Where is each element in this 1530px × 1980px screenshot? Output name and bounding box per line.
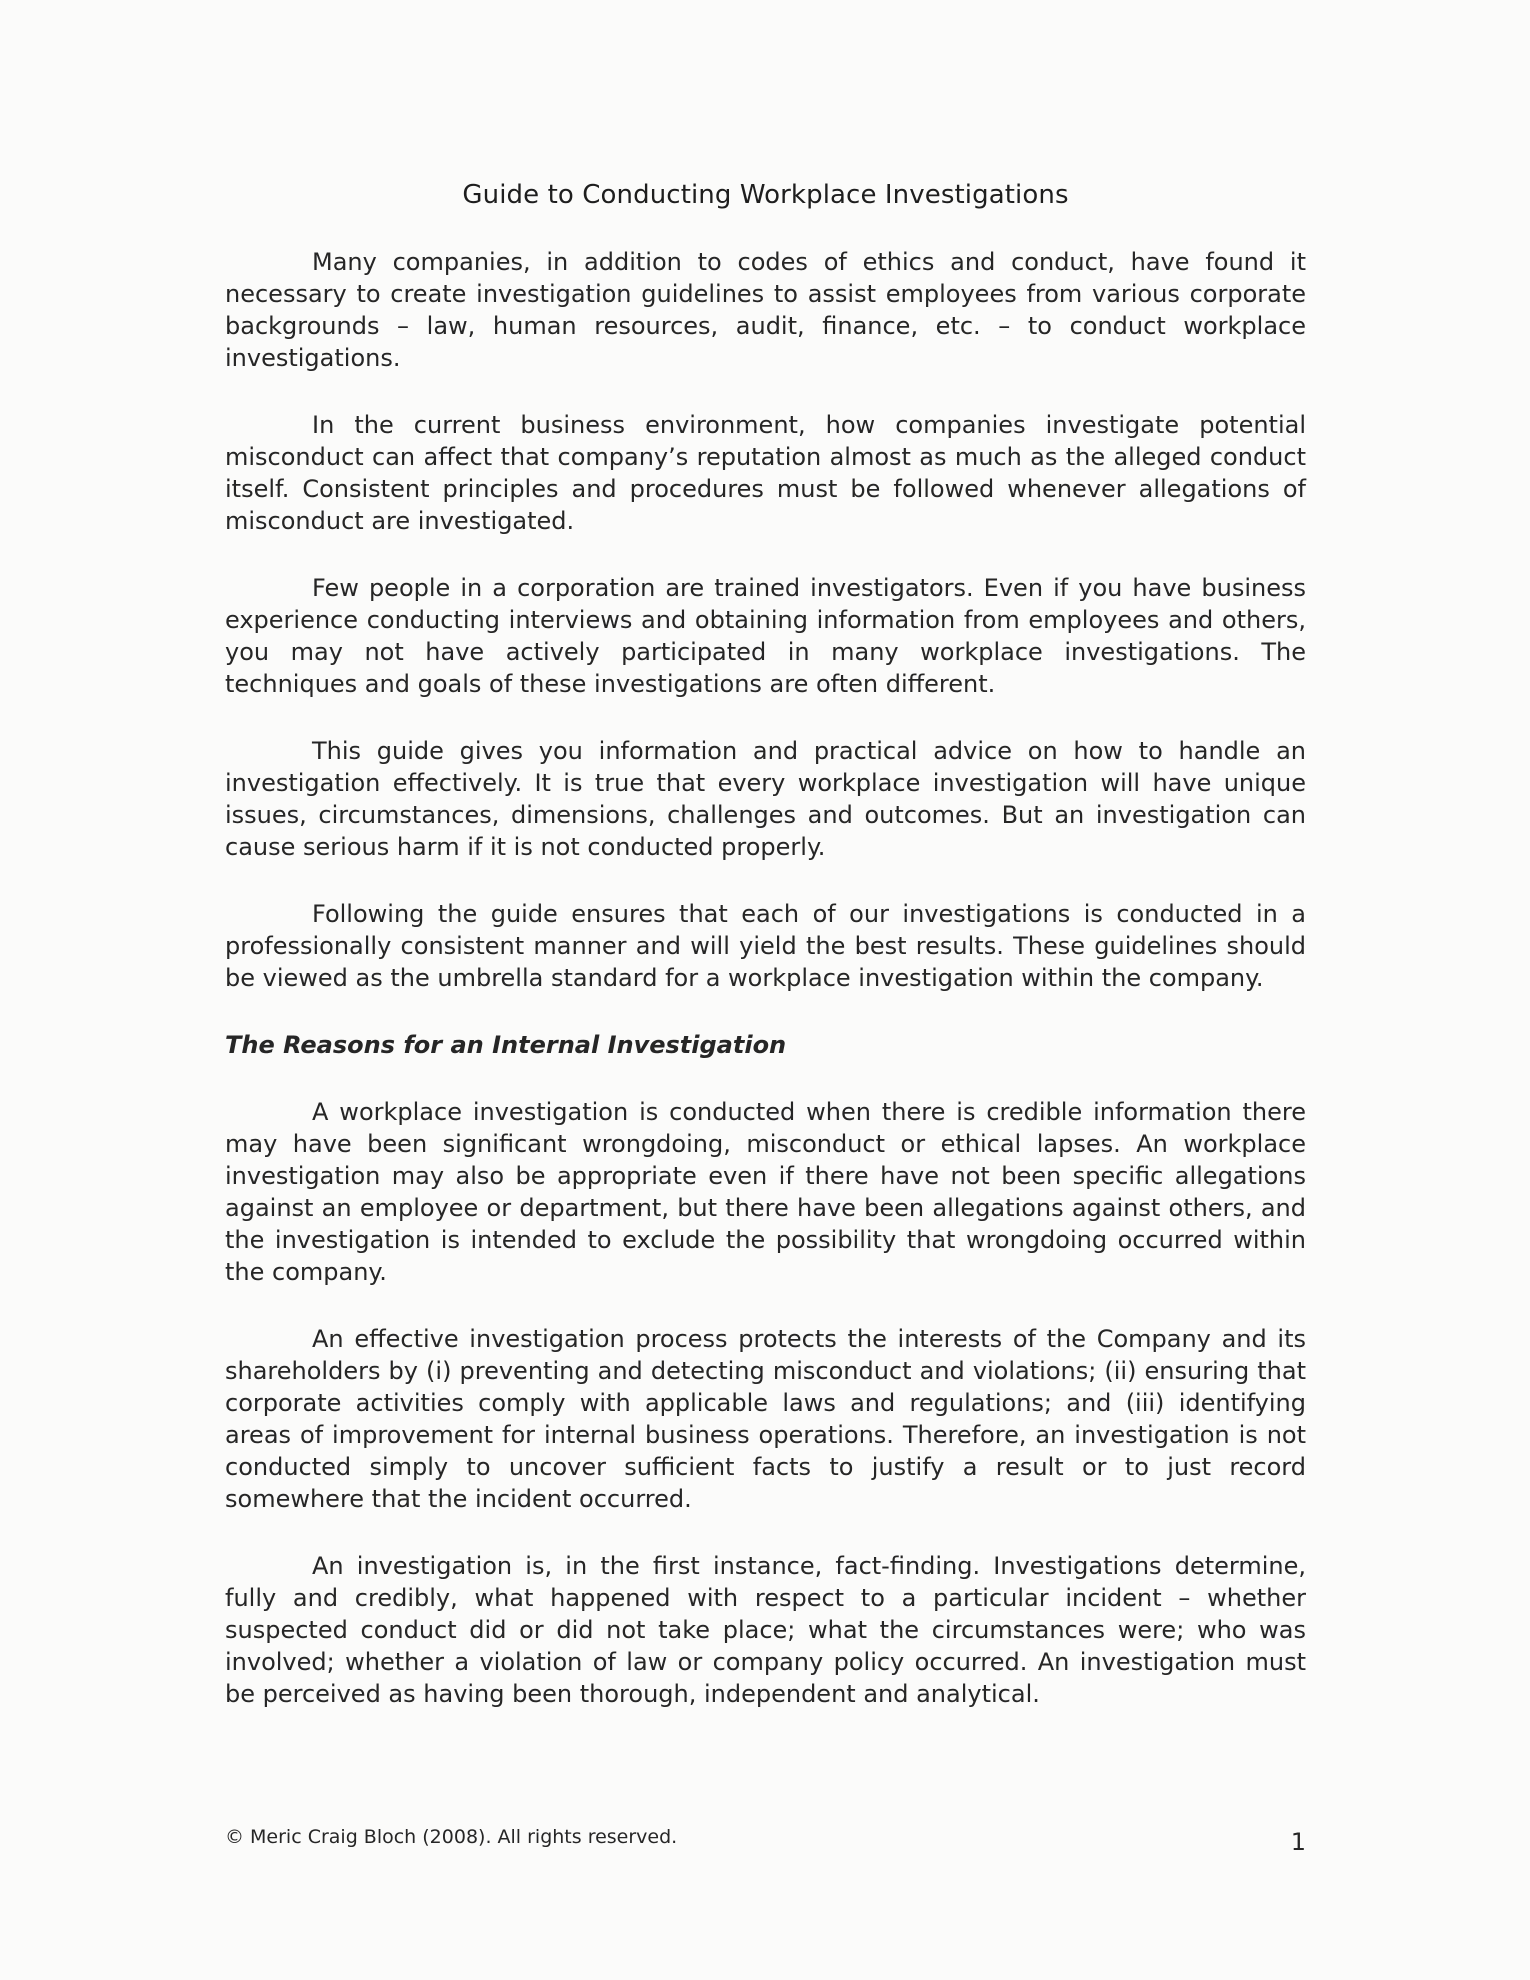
- paragraph-section-1: A workplace investigation is conducted when there is credible information there may have been significant wrongdoing, misconduct or ethical lapses. An workplace investigation may also be appropriate even if there have not been specific allegations against an employee or department, but there have been allegations against others, and the investigation is intended to exclude the possibility that wrongdoing occurred within the company.: [225, 1098, 1306, 1286]
- copyright-notice: © Meric Craig Bloch (2008). All rights reserved.: [225, 1826, 678, 1848]
- page-number: 1: [1290, 1828, 1306, 1856]
- paragraph-section-2: An effective investigation process protects the interests of the Company and its shareholders by (i) preventing and detecting misconduct and violations; (ii) ensuring that corporate activities comply with applicable laws and regulations; and (iii) identifying areas of improvement for internal business operations. Therefore, an investigation is not conducted simply to uncover sufficient facts to justify a result or to just record somewhere that the incident occurred.: [225, 1325, 1306, 1513]
- paragraph-intro-1: Many companies, in addition to codes of ethics and conduct, have found it necessary to create investigation guidelines to assist employees from various corporate backgrounds – law, human resources, audit, finance, etc. – to conduct workplace investigations.: [225, 248, 1306, 372]
- paragraph-intro-5: Following the guide ensures that each of our investigations is conducted in a professionally consistent manner and will yield the best results. These guidelines should be viewed as the umbrella standard for a workplace investigation within the company.: [225, 900, 1306, 992]
- paragraph-intro-3: Few people in a corporation are trained investigators. Even if you have business experience conducting interviews and obtaining information from employees and others, you may not have actively participated in many workplace investigations. The techniques and goals of these investigations are often different.: [225, 574, 1306, 698]
- paragraph-section-3: An investigation is, in the first instance, fact-finding. Investigations determine, fully and credibly, what happened with respect to a particular incident – whether suspected conduct did or did not take place; what the circumstances were; who was involved; whether a violation of law or company policy occurred. An investigation must be perceived as having been thorough, independent and analytical.: [225, 1552, 1306, 1708]
- section-heading: The Reasons for an Internal Investigation: [225, 1031, 787, 1059]
- document-title: Guide to Conducting Workplace Investigations: [462, 180, 1069, 210]
- paragraph-intro-4: This guide gives you information and practical advice on how to handle an investigation effectively. It is true that every workplace investigation will have unique issues, circumstances, dimensions, challenges and outcomes. But an investigation can cause serious harm if it is not conducted properly.: [225, 737, 1306, 861]
- paragraph-intro-2: In the current business environment, how companies investigate potential misconduct can affect that company’s reputation almost as much as the alleged conduct itself. Consistent principles and procedures must be followed whenever allegations of misconduct are investigated.: [225, 411, 1306, 535]
- document-page: [225, 180, 1306, 1745]
